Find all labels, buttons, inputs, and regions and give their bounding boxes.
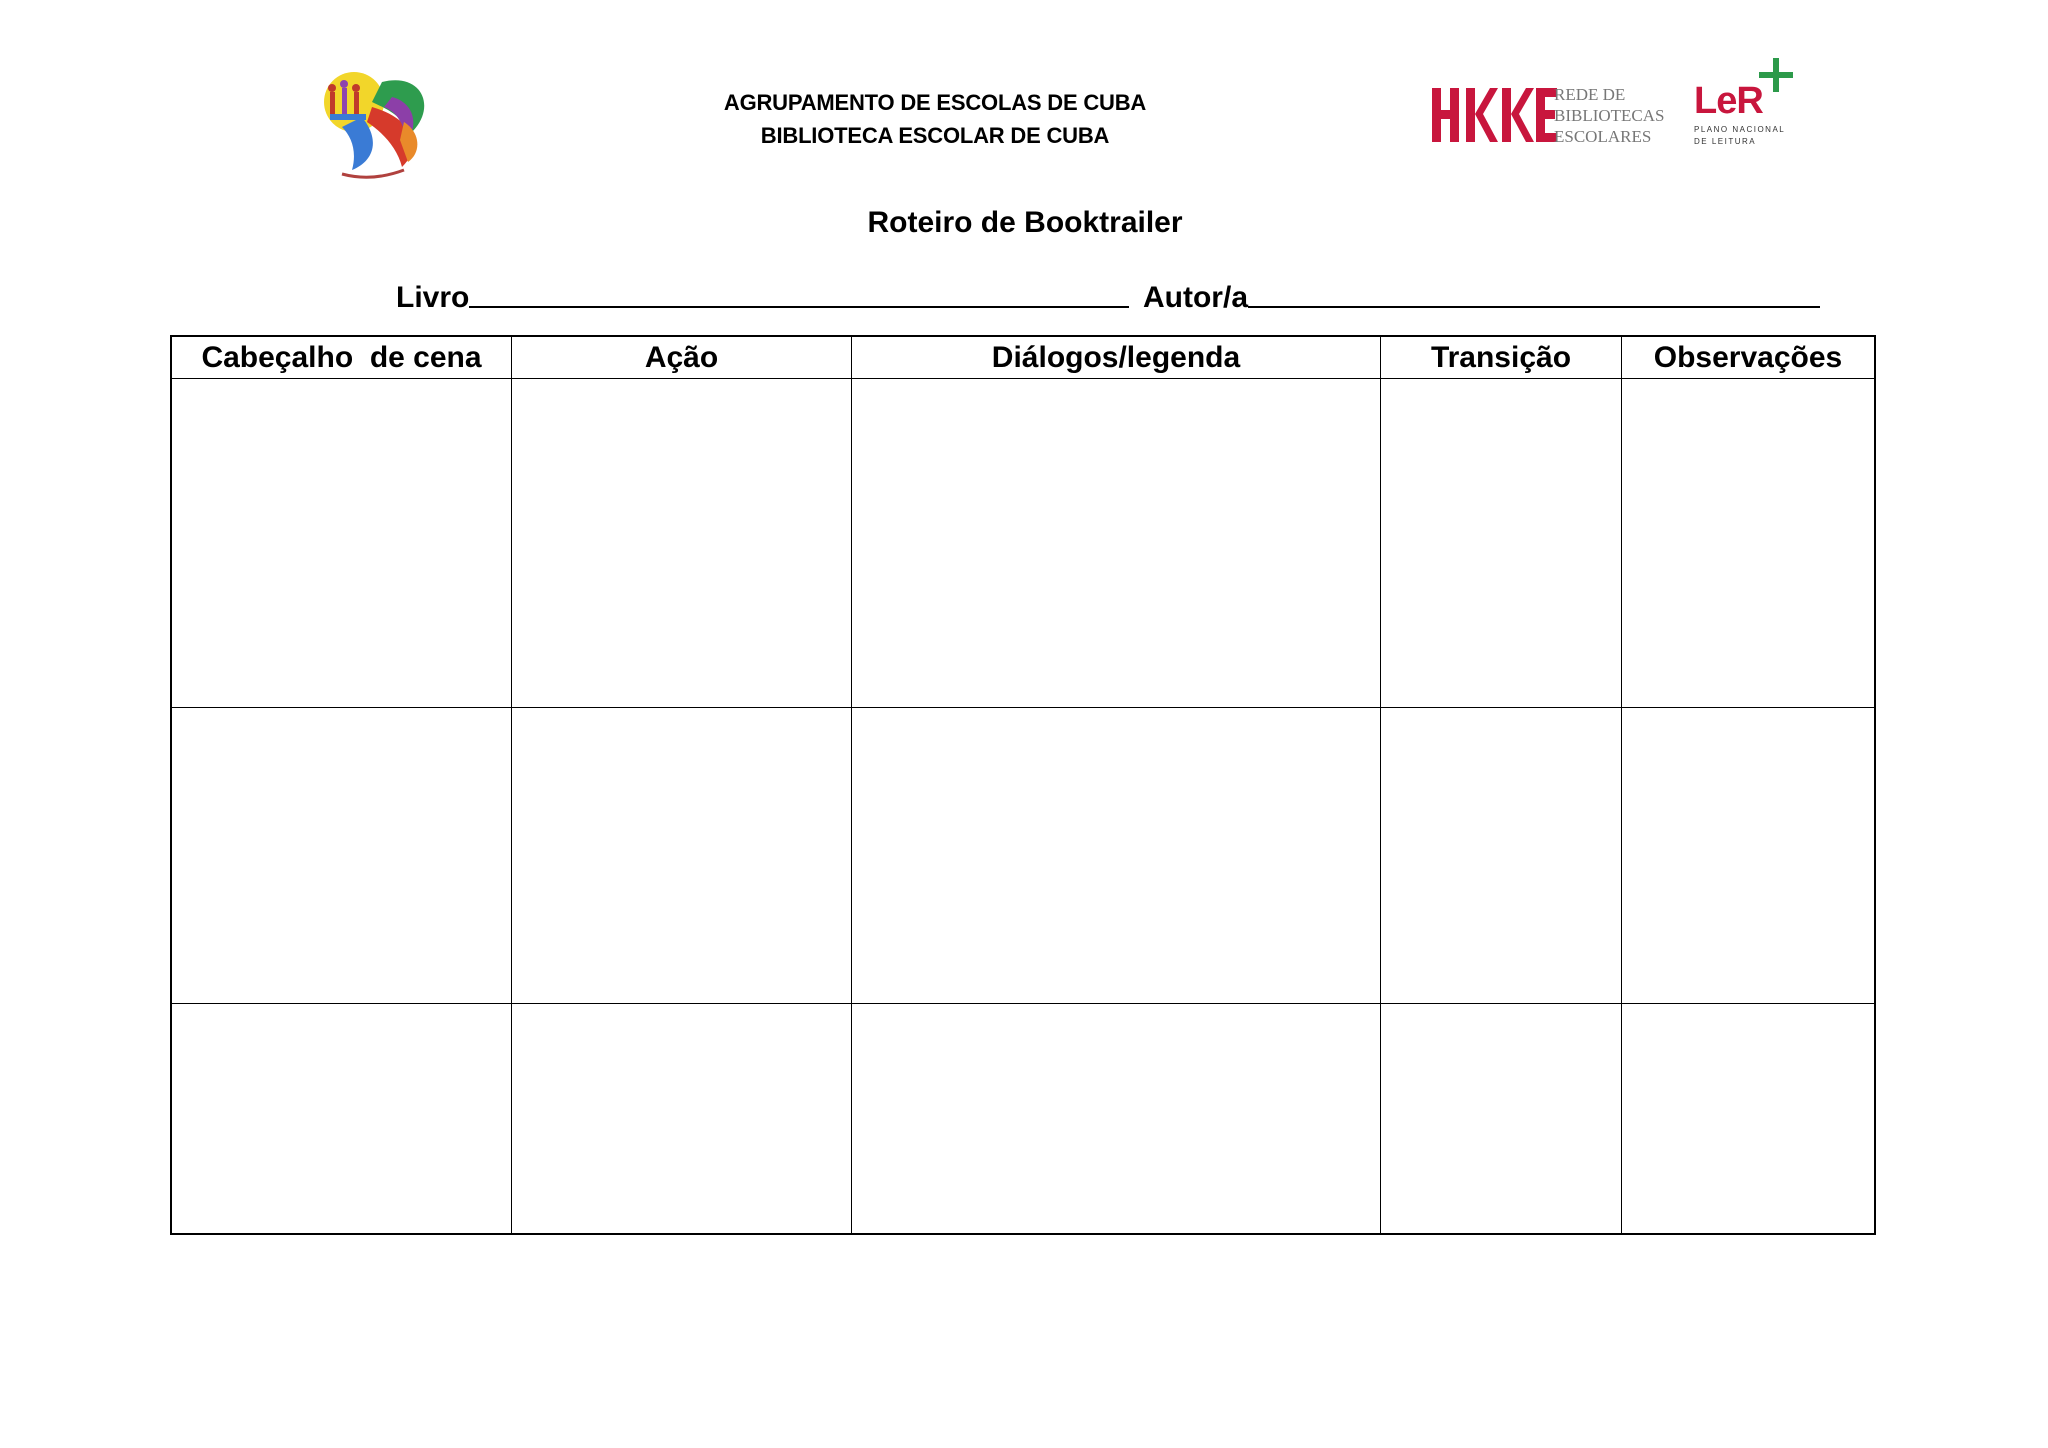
table-cell[interactable] bbox=[172, 708, 512, 1004]
column-header-scene-heading: Cabeçalho de cena bbox=[172, 337, 512, 379]
table-cell[interactable] bbox=[852, 1004, 1381, 1233]
document-title: Roteiro de Booktrailer bbox=[867, 206, 1183, 239]
table-cell[interactable] bbox=[1381, 379, 1622, 708]
ler-plano-nacional-leitura-logo-icon bbox=[1692, 58, 1802, 150]
table-cell[interactable] bbox=[1381, 1004, 1622, 1233]
library-name: BIBLIOTECA ESCOLAR DE CUBA bbox=[760, 123, 1110, 148]
school-name: AGRUPAMENTO DE ESCOLAS DE CUBA bbox=[723, 90, 1147, 115]
column-header-observations: Observações bbox=[1622, 337, 1874, 379]
book-label: Livro bbox=[396, 281, 470, 314]
book-blank-line[interactable] bbox=[469, 272, 1129, 308]
ler-logo-word: LeR bbox=[1694, 80, 1763, 122]
table-cell[interactable] bbox=[512, 1004, 852, 1233]
ler-logo-subtitle: PLANO NACIONAL bbox=[1694, 125, 1786, 134]
book-field[interactable] bbox=[396, 272, 1129, 315]
rbe-logo-text: BIBLIOTECAS bbox=[1554, 106, 1665, 125]
rede-bibliotecas-escolares-logo-icon bbox=[1432, 84, 1672, 148]
column-header-transition: Transição bbox=[1381, 337, 1622, 379]
rbe-logo-text: REDE DE bbox=[1554, 85, 1626, 104]
rbe-logo-text: ESCOLARES bbox=[1554, 127, 1652, 146]
table-cell[interactable] bbox=[1622, 708, 1874, 1004]
table-cell[interactable] bbox=[1381, 708, 1622, 1004]
author-field[interactable] bbox=[1143, 272, 1820, 315]
table-cell[interactable] bbox=[1622, 1004, 1874, 1233]
table-cell[interactable] bbox=[512, 379, 852, 708]
school-header bbox=[620, 86, 1250, 152]
table-cell[interactable] bbox=[172, 1004, 512, 1233]
author-blank-line[interactable] bbox=[1248, 272, 1820, 308]
column-header-dialogues: Diálogos/legenda bbox=[852, 337, 1381, 379]
table-cell[interactable] bbox=[512, 708, 852, 1004]
table-cell[interactable] bbox=[852, 379, 1381, 708]
booktrailer-script-table bbox=[170, 335, 1876, 1235]
author-label: Autor/a bbox=[1143, 281, 1248, 314]
table-cell[interactable] bbox=[852, 708, 1381, 1004]
ler-logo-subtitle: DE LEITURA bbox=[1694, 137, 1757, 146]
biblioteca-escolar-logo-icon bbox=[312, 62, 440, 182]
table-cell[interactable] bbox=[172, 379, 512, 708]
column-header-action: Ação bbox=[512, 337, 852, 379]
table-cell[interactable] bbox=[1622, 379, 1874, 708]
